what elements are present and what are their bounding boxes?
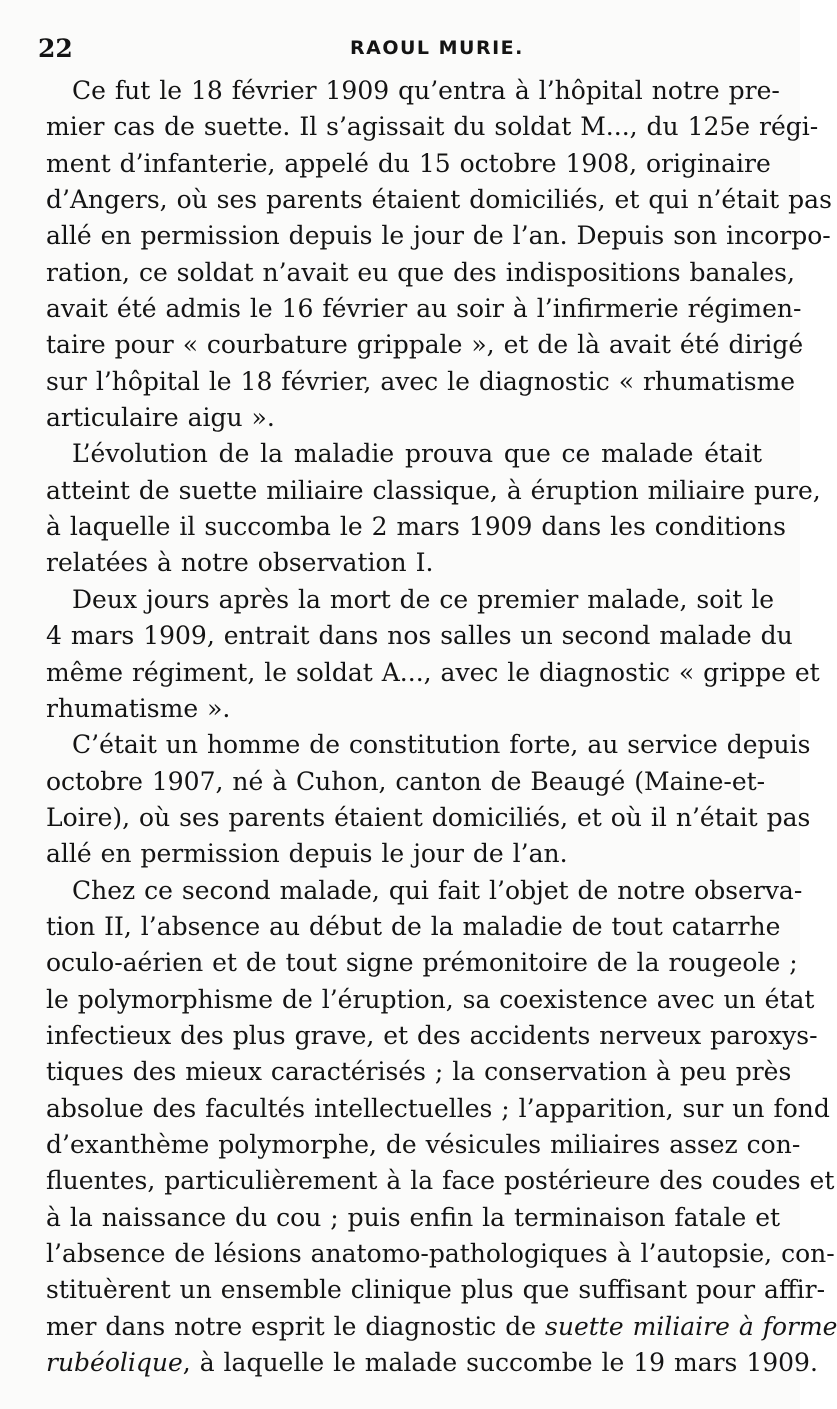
text-line: articulaire aigu ». — [46, 403, 275, 433]
text-line: avait été admis le 16 février au soir à l’infirmerie régimen- — [46, 294, 802, 324]
paragraph-3 — [46, 582, 820, 727]
text-line: allé en permission depuis le jour de l’an. — [46, 839, 568, 869]
text-line: atteint de suette miliaire classique, à éruption miliaire pure, — [46, 475, 821, 505]
text-line: infectieux des plus grave, et des accidents nerveux paroxys- — [46, 1020, 818, 1050]
text-line: à la naissance du cou ; puis enfin la terminaison fatale et — [46, 1202, 781, 1232]
text-line: absolue des facultés intellectuelles ; l’apparition, sur un fond — [46, 1093, 830, 1123]
paragraph-5 — [46, 873, 837, 1382]
text-line: Ce fut le 18 février 1909 qu’entra à l’hôpital notre pre- — [72, 76, 780, 105]
text-line: Deux jours après la mort de ce premier malade, soit le — [72, 584, 775, 614]
text-line: C’était un homme de constitution forte, au service depuis — [72, 730, 811, 760]
text-line: oculo-aérien et de tout signe prémonitoire de la rougeole ; — [46, 948, 798, 978]
paragraph-4 — [46, 727, 811, 872]
text-line: même régiment, le soldat A..., avec le diagnostic « grippe et — [46, 657, 820, 687]
body-text — [46, 73, 837, 1381]
text-line: tion II, l’absence au début de la maladie de tout catarrhe — [46, 911, 781, 941]
text-line: d’exanthème polymorphe, de vésicules miliaires assez con- — [46, 1129, 801, 1159]
text-line — [46, 1309, 837, 1345]
text-line: rhumatisme ». — [46, 693, 231, 723]
header-author-title: RAOUL MURIE. — [350, 37, 524, 59]
page-number: 22 — [38, 34, 73, 63]
text-line: stituèrent un ensemble clinique plus que suffisant pour affir- — [46, 1275, 826, 1305]
text-line: mier cas de suette. Il s’agissait du soldat M..., du 125e régi- — [46, 112, 819, 142]
text-line: l’absence de lésions anatomo-pathologiques à l’autopsie, con- — [46, 1239, 835, 1268]
text-line: octobre 1907, né à Cuhon, canton de Beaugé (Maine-et- — [46, 766, 766, 796]
paragraph-2 — [46, 436, 821, 581]
text-line: ment d’infanterie, appelé du 15 octobre 1908, originaire — [46, 148, 771, 178]
paragraph-1 — [46, 73, 832, 436]
text-line: Loire), où ses parents étaient domiciliés, et où il n’était pas — [46, 802, 811, 832]
running-head — [38, 34, 760, 66]
italic-diagnosis: suette miliaire à forme — [545, 1311, 837, 1341]
text-line: à laquelle il succomba le 2 mars 1909 dans les conditions — [46, 512, 786, 542]
text-line: taire pour « courbature grippale », et de là avait été dirigé — [46, 330, 804, 360]
text-line: 4 mars 1909, entrait dans nos salles un second malade du — [46, 621, 793, 651]
text-line: fluentes, particulièrement à la face postérieure des coudes et — [46, 1166, 835, 1196]
text-line: ration, ce soldat n’avait eu que des indispositions banales, — [46, 257, 795, 287]
text-line: le polymorphisme de l’éruption, sa coexistence avec un état — [46, 984, 815, 1014]
text-line: sur l’hôpital le 18 février, avec le diagnostic « rhumatisme — [46, 366, 796, 396]
text-line: tiques des mieux caractérisés ; la conservation à peu près — [46, 1057, 792, 1087]
text-line: Chez ce second malade, qui fait l’objet de notre observa- — [72, 875, 803, 905]
italic-diagnosis: rubéolique — [46, 1348, 183, 1378]
text-segment: mer dans notre esprit le diagnostic de — [46, 1311, 546, 1341]
text-segment: , à laquelle le malade succombe le 19 mars 1909. — [182, 1348, 818, 1378]
text-line: d’Angers, où ses parents étaient domiciliés, et qui n’était pas — [46, 185, 832, 215]
text-line: relatées à notre observation I. — [46, 548, 434, 578]
text-line: allé en permission depuis le jour de l’an. Depuis son incorpo- — [46, 221, 831, 251]
text-line — [46, 1345, 818, 1381]
text-line: L’évolution de la maladie prouva que ce malade était — [72, 439, 762, 469]
